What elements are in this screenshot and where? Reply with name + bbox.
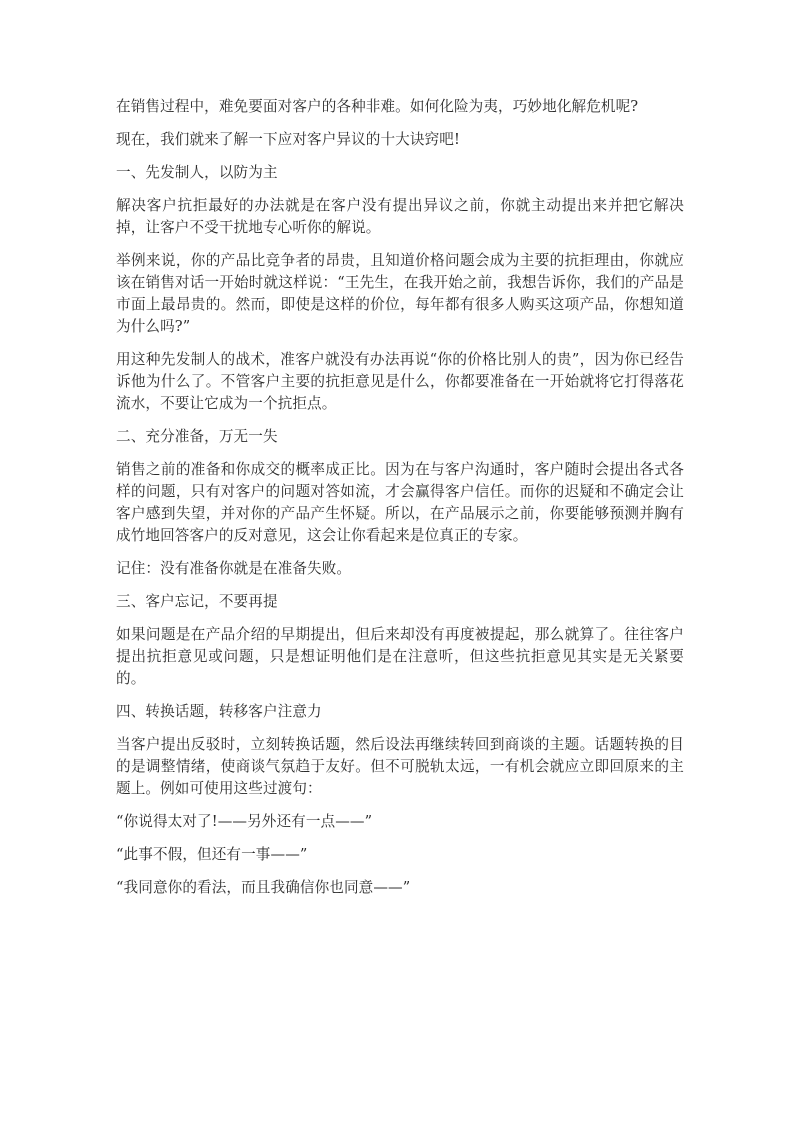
heading-section-three: 三、客户忘记，不要再提 bbox=[116, 593, 278, 610]
paragraph-section-three-1: 如果问题是在产品介绍的早期提出，但后来却没有再度被提起，那么就算了。往往客户提出抗拒意见或问题，只是想证明他们是在注意听，但这些抗拒意见其实是无关紧要的。 bbox=[116, 626, 684, 687]
paragraph-section-one-3: 用这种先发制人的战术，准客户就没有办法再说“你的价格比别人的贵”，因为你已经告诉他为什么了。不管客户主要的抗拒意见是什么，你都要准备在一开始就将它打得落花流水，不要让它成为一个抗拒点。 bbox=[116, 351, 684, 412]
document-text-column bbox=[116, 96, 684, 899]
paragraph-intro-lead: 现在，我们就来了解一下应对客户异议的十大诀窍吧! bbox=[116, 131, 460, 148]
heading-section-two: 二、充分准备，万无一失 bbox=[116, 428, 278, 445]
quote-transition-three: “我同意你的看法，而且我确信你也同意——” bbox=[116, 879, 411, 896]
paragraph-section-one-1: 解决客户抗拒最好的办法就是在客户没有提出异议之前，你就主动提出来并把它解决掉，让客户不受干扰地专心听你的解说。 bbox=[116, 197, 684, 236]
quote-transition-one: “你说得太对了!——另外还有一点——” bbox=[116, 813, 373, 830]
heading-section-one: 一、先发制人，以防为主 bbox=[116, 164, 278, 181]
heading-section-four: 四、转换话题，转移客户注意力 bbox=[116, 703, 322, 720]
paragraph-section-two-1: 销售之前的准备和你成交的概率成正比。因为在与客户沟通时，客户随时会提出各式各样的问题，只有对客户的问题对答如流，才会赢得客户信任。而你的迟疑和不确定会让客户感到失望，并对你的产品产生怀疑。所以，在产品展示之前，你要能够预测并胸有成竹地回答客户的反对意见，这会让你看起来是位真正的专家。 bbox=[116, 461, 684, 544]
quote-transition-two: “此事不假，但还有一事——” bbox=[116, 846, 308, 863]
paragraph-section-two-2: 记住：没有准备你就是在准备失败。 bbox=[116, 560, 352, 577]
paragraph-section-one-2: 举例来说，你的产品比竞争者的昂贵，且知道价格问题会成为主要的抗拒理由，你就应该在销售对话一开始时就这样说：“王先生，在我开始之前，我想告诉你，我们的产品是市面上最昂贵的。然而，即使是这样的价位，每年都有很多人购买这项产品，你想知道为什么吗?” bbox=[116, 252, 684, 335]
paragraph-intro-question: 在销售过程中，难免要面对客户的各种非难。如何化险为夷，巧妙地化解危机呢? bbox=[116, 98, 639, 115]
paragraph-section-four-1: 当客户提出反驳时，立刻转换话题，然后设法再继续转回到商谈的主题。话题转换的目的是调整情绪，使商谈气氛趋于友好。但不可脱轨太远，一有机会就应立即回原来的主题上。例如可使用这些过渡句： bbox=[116, 736, 684, 797]
